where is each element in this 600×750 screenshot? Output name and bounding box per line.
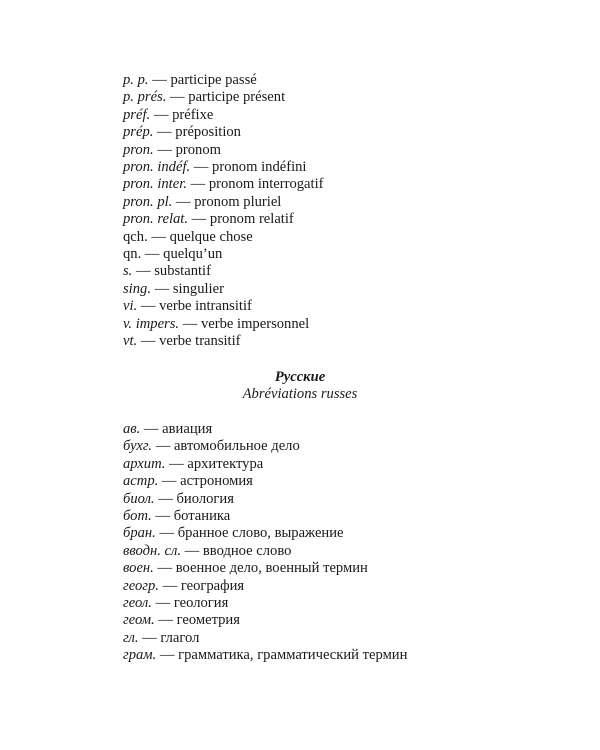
meaning: география [180,577,245,594]
meaning: préposition [175,124,241,141]
abbreviation: грам. [123,647,157,664]
entry-separator: — [165,455,188,472]
abbreviation: воен. [123,560,154,577]
entry-separator: — [151,595,174,612]
abbreviation: астр. [123,473,159,490]
abbreviation: préf. [123,106,151,123]
french-abbreviation-entry [123,89,324,106]
russian-abbreviation-entry [123,630,407,647]
abbreviation: pron. inter. [123,176,187,193]
abbreviation: биол. [123,490,155,507]
entry-separator: — [137,333,160,350]
french-abbreviation-entry [123,194,324,211]
meaning: pronom relatif [209,211,294,228]
french-abbreviation-entry [123,298,324,315]
abbreviation: архит. [123,455,166,472]
entry-separator: — [152,438,174,455]
french-abbreviation-entry [123,333,324,350]
meaning: participe présent [188,89,286,106]
french-abbreviation-entry [123,263,324,280]
entry-separator: — [153,560,176,577]
french-abbreviation-entry [123,281,324,298]
abbreviation: qch. [123,228,148,245]
french-abbreviation-entry [123,159,324,176]
french-abbreviation-entry [123,107,324,124]
abbreviation: геол. [123,595,152,612]
entry-separator: — [188,211,210,228]
meaning: вводное слово [202,542,292,559]
french-abbreviation-entry [123,142,324,159]
entry-separator: — [158,577,181,594]
meaning: quelque chose [169,228,253,245]
russian-abbreviation-entry [123,508,407,525]
meaning: архитектура [187,455,264,472]
meaning: бранное слово, выражение [177,525,344,542]
abbreviation: vt. [123,333,138,350]
meaning: авиация [162,421,213,437]
french-abbreviation-entry [123,229,324,246]
entry-separator: — [186,176,209,193]
meaning: préfixe [172,106,214,123]
meaning: quelqu’un [163,246,223,263]
entry-separator: — [154,612,177,629]
abbreviation: гл. [123,629,139,646]
russian-abbreviation-entry [123,525,407,542]
entry-separator: — [155,525,178,542]
russian-abbreviation-entry [123,438,407,455]
meaning: грамматика, грамматический термин [178,647,408,664]
meaning: биология [176,490,234,507]
entry-separator: — [138,629,161,646]
abbreviation: бот. [123,508,152,525]
french-abbreviation-entry [123,316,324,333]
abbreviation: p. prés. [123,89,167,106]
abbreviation: геогр. [123,577,159,594]
abbreviation: v. impers. [123,315,180,332]
meaning: pronom [175,141,221,158]
entry-separator: — [132,263,155,280]
entry-separator: — [148,72,171,88]
entry-separator: — [137,298,160,315]
entry-separator: — [179,315,201,332]
abbreviation: бухг. [123,438,153,455]
russian-abbreviation-entry [123,578,407,595]
french-abbreviation-entry [123,72,324,89]
abbreviation: vi. [123,298,138,315]
entry-separator: — [153,141,176,158]
russian-abbreviation-list [123,421,407,665]
russian-abbreviation-entry [123,543,407,560]
meaning: астрономия [180,473,253,490]
russian-abbreviation-entry [123,421,407,438]
abbreviation: pron. relat. [123,211,188,228]
abbreviation: геом. [123,612,155,629]
russian-abbreviation-entry [123,560,407,577]
entry-separator: — [181,542,203,559]
abbreviation: s. [123,263,133,280]
abbreviation: ав. [123,421,141,437]
entry-separator: — [156,647,179,664]
meaning: singulier [172,280,224,297]
russian-abbreviation-entry [123,456,407,473]
meaning: ботаника [173,508,231,525]
abbreviation: p. p. [123,72,149,88]
french-abbreviation-entry [123,176,324,193]
meaning: substantif [154,263,211,280]
abbreviation: pron. [123,141,154,158]
meaning: participe passé [170,72,257,88]
meaning: автомобильное дело [173,438,300,455]
entry-separator: — [154,490,177,507]
abbreviation: sing. [123,280,151,297]
entry-separator: — [172,193,195,210]
entry-separator: — [190,159,213,176]
entry-separator: — [153,124,176,141]
entry-separator: — [166,89,189,106]
meaning: геометрия [176,612,240,629]
abbreviation: бран. [123,525,156,542]
entry-separator: — [150,106,173,123]
russian-abbreviation-entry [123,473,407,490]
abbreviation: вводн. сл. [123,542,181,559]
russian-abbreviation-entry [123,612,407,629]
entry-separator: — [147,228,170,245]
abbreviation: pron. pl. [123,193,173,210]
entry-separator: — [158,473,181,490]
section-subtitle: Abréviations russes [242,386,358,402]
french-abbreviation-list [123,72,324,351]
french-abbreviation-entry [123,124,324,141]
abbreviation: pron. indéf. [123,159,191,176]
abbreviation: prép. [123,124,154,141]
entry-separator: — [140,421,163,437]
russian-abbreviation-entry [123,491,407,508]
meaning: pronom pluriel [194,193,282,210]
meaning: военное дело, военный термин [175,560,368,577]
abbreviation: qn. [123,246,142,263]
meaning: verbe impersonnel [200,315,310,332]
meaning: verbe transitif [159,333,241,350]
section-title: Русские [274,369,326,385]
meaning: pronom interrogatif [208,176,324,193]
meaning: геология [173,595,229,612]
meaning: глагол [160,629,200,646]
entry-separator: — [141,246,164,263]
entry-separator: — [150,280,173,297]
meaning: pronom indéfini [212,159,307,176]
french-abbreviation-entry [123,246,324,263]
french-abbreviation-entry [123,211,324,228]
russian-abbreviation-entry [123,647,407,664]
russian-abbreviation-entry [123,595,407,612]
entry-separator: — [151,508,174,525]
meaning: verbe intransitif [159,298,252,315]
